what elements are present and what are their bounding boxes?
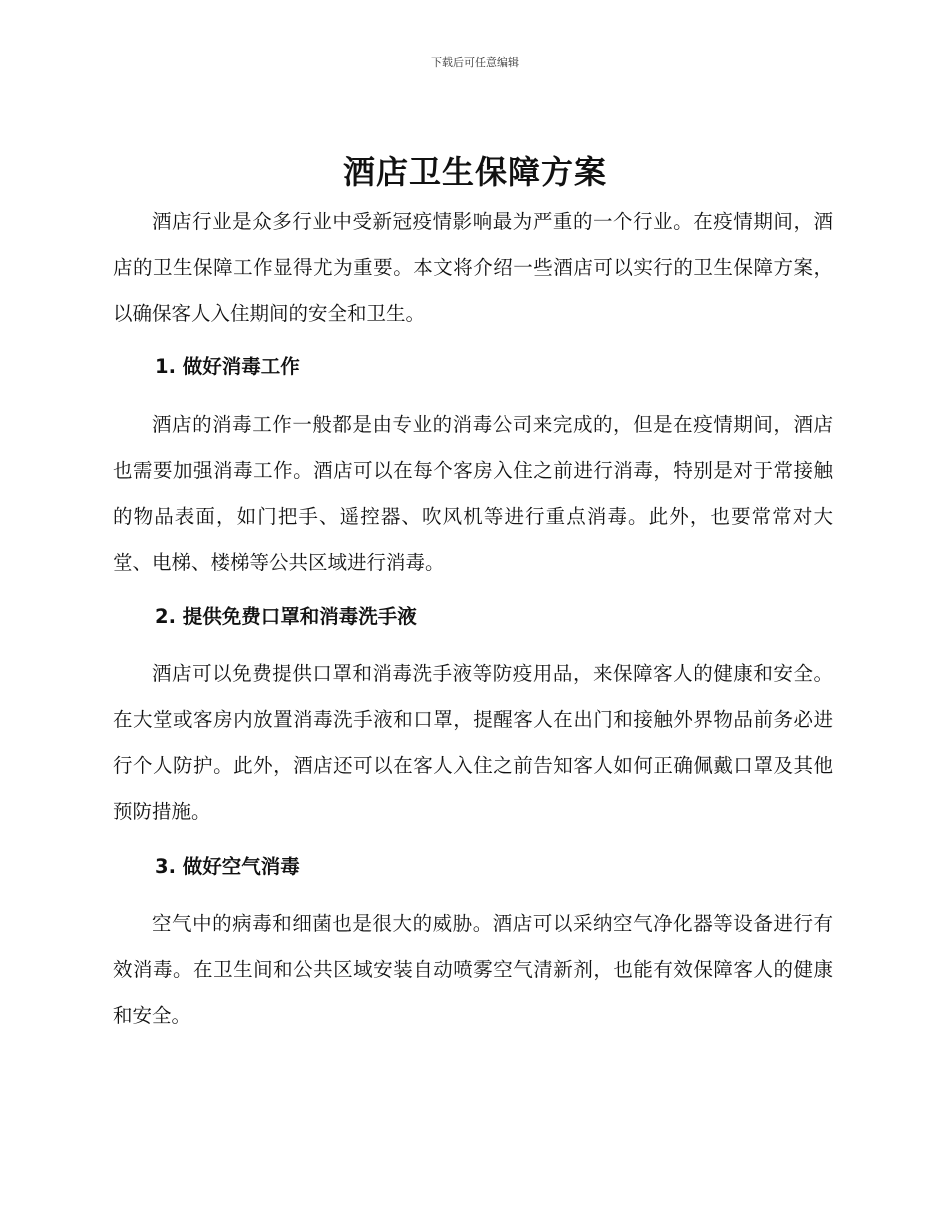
- section-paragraph: 酒店可以免费提供口罩和消毒洗手液等防疫用品，来保障客人的健康和安全。在大堂或客房内放置消毒洗手液和口罩，提醒客人在出门和接触外界物品前务必进行个人防护。此外，酒店还可以在客人入住之前告知客人如何正确佩戴口罩及其他预防措施。: [113, 662, 833, 823]
- page-header-note: 下载后可任意编辑: [431, 56, 519, 69]
- section-1-body-block: [113, 402, 833, 586]
- section-heading: 2. 提供免费口罩和消毒洗手液: [155, 605, 417, 628]
- section-heading: 3. 做好空气消毒: [155, 855, 300, 878]
- section-2-heading-block: [113, 595, 833, 639]
- section-2-body-block: [113, 651, 833, 835]
- section-heading: 1. 做好消毒工作: [155, 355, 300, 378]
- intro-paragraph: 酒店行业是众多行业中受新冠疫情影响最为严重的一个行业。在疫情期间，酒店的卫生保障工作显得尤为重要。本文将介绍一些酒店可以实行的卫生保障方案，以确保客人入住期间的安全和卫生。: [113, 210, 833, 325]
- section-3-heading-block: [113, 845, 833, 889]
- section-paragraph: 空气中的病毒和细菌也是很大的威胁。酒店可以采纳空气净化器等设备进行有效消毒。在卫生间和公共区域安装自动喷雾空气清新剂，也能有效保障客人的健康和安全。: [113, 912, 833, 1027]
- section-paragraph: 酒店的消毒工作一般都是由专业的消毒公司来完成的，但是在疫情期间，酒店也需要加强消毒工作。酒店可以在每个客房入住之前进行消毒，特别是对于常接触的物品表面，如门把手、遥控器、吹风机等进行重点消毒。此外，也要常常对大堂、电梯、楼梯等公共区域进行消毒。: [113, 413, 833, 574]
- intro-section: [113, 199, 833, 337]
- section-3-body-block: [113, 901, 833, 1039]
- document-title: 酒店卫生保障方案: [342, 153, 607, 191]
- section-1-heading-block: [113, 345, 833, 389]
